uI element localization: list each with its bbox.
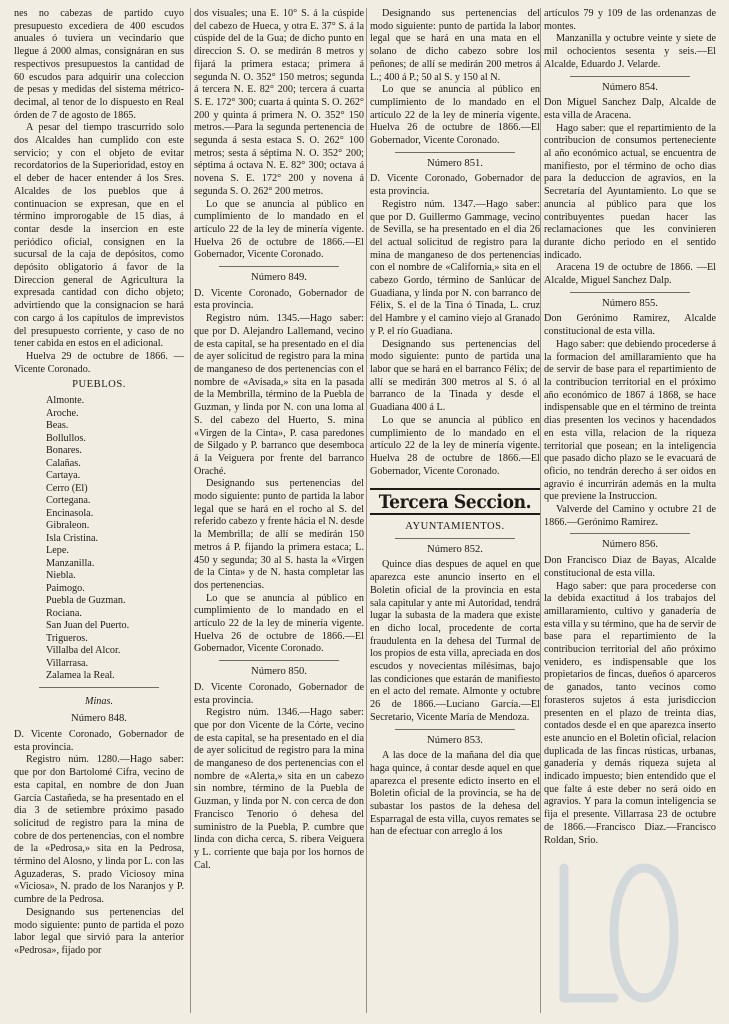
paragraph: D. Vicente Coronado, Gobernador de esta provincia. xyxy=(370,173,540,198)
list-item: Cerro (El) xyxy=(46,482,88,494)
list-item: Cortegana. xyxy=(46,495,91,507)
paragraph: Don Miguel Sanchez Dalp, Alcalde de esta villa de Aracena. xyxy=(544,97,716,121)
notice-number: Número 848. xyxy=(71,713,127,725)
minas-heading: Minas. xyxy=(84,695,113,707)
notice-number: Número 854. xyxy=(602,81,658,93)
list-item: San Juan del Puerto. xyxy=(46,620,130,632)
list-item: Zalamea la Real. xyxy=(46,670,115,682)
list-item: Beas. xyxy=(46,420,69,432)
date-signature: Huelva 29 de octubre de 1866. —Vicente Coronado. xyxy=(14,350,184,375)
divider xyxy=(219,660,339,661)
notice-number: Número 852. xyxy=(427,543,483,555)
paragraph: Designando sus pertenencias del modo siguiente: punto de partida la labor legal que se hará en el rocho al S. del referido cabezo y frente hácia el N. desde la Membrilla; de allí se medirán 150 metros á P. fijando la primera estaca; L. 450 y segunda; 30 al S. hasta la «Virgen de la Cinta» y de N. hasta completar las dos pertenencias. xyxy=(194,478,364,591)
paragraph: Valverde del Camino y octubre 21 de 1866.—Gerónimo Ramirez. xyxy=(544,504,716,528)
paragraph: Designando sus pertenencias del modo siguiente: punto de partida la labor legal que se hará en una mata en el solano de dicho cabezo sobre los peñones; de allí se medirán 200 metros á L.; 400 á P.; 50 al S. y 150 al N. xyxy=(370,8,540,83)
list-item: Trigueros. xyxy=(46,632,88,644)
divider xyxy=(395,538,515,539)
notice-number: Número 856. xyxy=(602,539,658,551)
paragraph: D. Vicente Coronado, Gobernador de esta provincia. xyxy=(14,729,184,753)
notice-number: Número 855. xyxy=(602,297,658,309)
paragraph: Lo que se anuncia al público en cumplimiento de lo mandado en el artículo 22 de la ley de minería vigente. Huelva 28 de octubre de 1866.—El Gobernador, Vicente Coronado. xyxy=(370,414,540,477)
column-1 xyxy=(14,8,184,1013)
list-item: Cartaya. xyxy=(46,470,81,482)
list-item: Almonte. xyxy=(46,395,85,407)
list-item: Encinasola. xyxy=(46,507,94,519)
paragraph: Registro núm. 1347.—Hago saber: que por D. Guillermo Gammage, vecino de Sevilla, se ha presentado en el dia 26 del actual solicitud de registro para la mina de manganeso de dos pertenencias con el nombre de «California,» sita en el cabezo Gordo, término de Sanlúcar de Guadiana, y linda por N. con barranco de Félix, S. el de la Tina ó Tinada, L. cruz del Hambre y el camino viejo al Granado y P. el río Guadiana. xyxy=(370,198,540,337)
list-item: Calañas. xyxy=(46,457,81,469)
list-item: Niebla. xyxy=(46,570,76,582)
list-item: Bonares. xyxy=(46,445,82,457)
paragraph: Aracena 19 de octubre de 1866. —El Alcalde, Miguel Sanchez Dalp. xyxy=(544,262,716,287)
paragraph: A pesar del tiempo trascurrido solo dos Alcaldes han cumplido con este servicio; y con el objeto de evitar recordatorios de la Superioridad, estoy en el deber de hacer entender á los Sres. Alcaldes de los pueblos que á continuacion se expresan, que en el término improrogable de 15 dias, á contar desde la insercion en este periódico oficial, consignen en la sucursal de la caja de depósitos, como depósito obligatorio á favor de la Direccion general de Agricultura la expresada cantidad con dicho objeto; advirtiendo que la consignacion se hará con cargo á los capítulos de imprevistos del presupuesto corriente, y caso de no tener cabida en estos en el adicional. xyxy=(14,122,184,350)
list-item: Bollullos. xyxy=(46,432,86,444)
paragraph: Quince dias despues de aquel en que aparezca este anuncio inserto en el Boletin oficial de la provincia en esta sala capitular y ante mi Autoridad, tendrá lugar la subasta de la madera que existe en dicho local, procedente de corta fraudulenta en la dehesa del Turmal de los propios de esta villa, apreciada en dos escudos y novecientas milésimas, bajo las condiciones que estarán de manifiesto en el acto del remate. Almonte y octubre 26 de 1866.—Luciano García.—El Secretario, Vicente María de Mendoza. xyxy=(370,559,540,723)
column-rule xyxy=(190,8,191,1013)
paragraph: D. Vicente Coronado, Gobernador de esta provincia. xyxy=(194,681,364,706)
divider xyxy=(570,76,690,77)
section-title: Tercera Seccion. xyxy=(378,491,532,514)
list-item: Paimogo. xyxy=(46,582,85,594)
paragraph: A las doce de la mañana del dia que haga quince, á contar desde aquel en que aparezca el presente edicto inserto en el Boletin oficial de la provincia, se ha de subastar los pastos de la dehesa del Esparragal de esta villa, cuyos remates se han de efectuar con arreglo á los xyxy=(370,750,540,838)
paragraph: Registro núm. 1280.—Hago saber: que por don Bartolomé Cifra, vecino de esta capital, en nombre de don Juan García Castañeda, se ha presentado en el dia 3 de setiembre próximo pasado solicitud de registro para la mina de cobre de dos pertenencias, con el nombre de la «Pedrosa,» sita en la Pedrosa, término del Alosno, y linda por L. con las Aguzaderas, S. prado Viciosoy mina «Viciosa», N. prado de los Naranjos y P. cumbre de la Pedrosa. xyxy=(14,754,184,906)
list-item: Isla Cristina. xyxy=(46,532,99,544)
list-item: Villarrasa. xyxy=(46,657,89,669)
newspaper-page xyxy=(14,8,721,1016)
notice-number: Número 850. xyxy=(251,666,307,678)
column-rule xyxy=(366,8,367,1013)
list-item: Villalba del Alcor. xyxy=(46,645,121,657)
paragraph: dos visuales; una E. 10° S. á la cúspide del cabezo de Hueca, y otra E. 37° S. á la cúspide del de la Gua; de dicho punto en direccion S. O. se medirán 8 metros y fijará la primera estaca; primera á segunda N. O. 352° 150 metros; segunda á tercera N. E. 82° 200; tercera á cuarta S. E. 172° 300; cuarta á quinta S. O. 262° 200 y quinta á primera N. O. 352° 150 metros.—Para la segunda pertenencia de segunda á sesta estaca S. O. 262° 100 metros; sesta á séptima N. O. 352° 200; séptima á octava N. E. 82° 300; octava á novena S. E. 172° 200 y novena á segunda S. O. 262° 200 metros. xyxy=(194,8,364,197)
ayuntamientos-heading: AYUNTAMIENTOS. xyxy=(405,521,505,533)
list-item: Rociana. xyxy=(46,607,82,619)
paragraph: artículos 79 y 109 de las ordenanzas de montes. xyxy=(544,8,716,32)
divider xyxy=(570,292,690,293)
paragraph: Manzanilla y octubre veinte y siete de mil ochocientos sesenta y seis.—El Alcalde, Eduardo J. Velarde. xyxy=(544,33,716,70)
column-3 xyxy=(370,8,540,1013)
notice-number: Número 851. xyxy=(427,157,483,169)
column-2 xyxy=(194,8,364,1013)
list-item: Gibraleon. xyxy=(46,520,90,532)
paragraph: Hago saber: que para procederse con la debida exactitud á los trabajos del amillaramiento, cultivo y ganadería de esta villa y su término, que ha de servir de base para el repartimiento de la contribucion territorial del año próximo venidero, es indispensable que los propietarios de fincas, dueños ó aparceros de ganados, tanto vecinos como forasteros sujetos á esta jurisdiccion presenten en el plazo de treinta dias, contados desde el en que aparezca inserto este anuncio en el Boletin oficial, relacion duplicada de las fincas rústicas, urbanas, ganadería y demás riqueza sujeta al indicado impuesto; bien entendido que el que falte á este deber no será oido en agravios. Y para la comun inteligencia se fija el presente. Villarrasa 23 de octubre de 1866.—Francisco Diaz.—Francisco Roldan, Srio. xyxy=(544,580,716,846)
notice-number: Número 853. xyxy=(427,734,483,746)
pueblos-heading: PUEBLOS. xyxy=(72,379,126,391)
paragraph: D. Vicente Coronado, Gobernador de esta provincia. xyxy=(194,287,364,312)
paragraph: Registro núm. 1346.—Hago saber: que por don Vicente de la Córte, vecino de esta capital, se ha presentado en el dia de ayer solicitud de registro para la mina de manganeso de dos pertenencias con el nombre de «Alerta,» sita en un cabezo sin nombre, término de la Puebla de Guzman, y linda por N. con cerca de don Francisco Tenorio ó dehesa del suministro de la Puebla, P. cumbre que linda con dicha cerca, S. ribera Veiguera y L. corriente que baja por los hornos de Cal. xyxy=(194,707,364,871)
section-banner xyxy=(370,488,540,515)
paragraph: Lo que se anuncia al público en cumplimiento de lo mandado en el artículo 22 de la ley de minería vigente. Huelva 26 de octubre de 1866.—El Gobernador, Vicente Coronado. xyxy=(194,592,364,655)
paragraph: Lo que se anuncia al público en cumplimiento de lo mandado en el artículo 22 de la ley de minería vigente. Huelva 26 de octubre de 1866.—El Gobernador, Vicente Coronado. xyxy=(194,198,364,261)
paragraph: Designando sus pertenencias del modo siguiente: punto de partida el pozo labor legal que sirvió para la anterior «Pedrosa», fijado por xyxy=(14,906,184,956)
paragraph: Don Gerónimo Ramirez, Alcalde constitucional de esta villa. xyxy=(544,313,716,338)
paragraph: Designando sus pertenencias del modo siguiente: punto de partida una labor que se hará en el barranco Félix; de allí se medirán 300 metros al S. ó al barranco de la Tinada y desde el Guadiana 400 á L. xyxy=(370,338,540,414)
list-item: Lepe. xyxy=(46,545,69,557)
paragraph: Hago saber: que el repartimiento de la contribucion de consumos perteneciente al año económico actual, se encuentra de manifiesto, por el término de ocho dias para la deduccion de agravios, en la Secretaría del Ayuntamiento. Lo que se anuncia al público para que los contribuyentes puedan hacer las reclamaciones que les convinieren durante dicho periodo en el sentido indicado. xyxy=(544,122,716,261)
list-item: Manzanilla. xyxy=(46,557,95,569)
list-item: Puebla de Guzman. xyxy=(46,595,126,607)
list-item: Aroche. xyxy=(46,407,79,419)
notice-number: Número 849. xyxy=(251,272,307,284)
column-rule xyxy=(540,8,541,1013)
pueblos-list xyxy=(46,395,184,683)
divider xyxy=(219,266,339,267)
paragraph: Registro núm. 1345.—Hago saber: que por D. Alejandro Lallemand, vecino de esta capital, se ha presentado en el dia de ayer solicitud de registro para la mina de manganeso de dos pertenencias con el nombre de «Avisada,» sita en la pasada de la Membrilla, término de la Puebla de Guzman, y linda por N. con una loma al S. del cabezo del Huerto, S. mina «Virgen de la Cinta», P. casa paredones de Silgado y P. barranco que desemboca á la Veiguera por frente del barranco Oraché. xyxy=(194,313,364,477)
divider xyxy=(395,729,515,730)
divider xyxy=(570,533,690,534)
column-4 xyxy=(544,8,716,1013)
divider xyxy=(395,152,515,153)
divider xyxy=(39,687,159,688)
paragraph: nes no cabezas de partido cuyo presupuesto excediera de 400 escudos anuales ó tuviera un vecindario que llegue á 2000 almas, consignáran en sus respectivos presupuestos la cantidad de 60 escudos para adquirir una coleccion de pesas y medidas del sistema métrico-decimal, al tenor de lo dispuesto en Real órden de 7 de agosto de 1865. xyxy=(14,8,184,121)
paragraph: Lo que se anuncia al público en cumplimiento de lo mandado en el artículo 22 de la ley de minería vigente. Huelva 26 de octubre de 1866.—El Gobernador, Vicente Coronado. xyxy=(370,84,540,147)
paragraph: Don Francisco Diaz de Bayas, Alcalde constitucional de esta villa. xyxy=(544,555,716,579)
paragraph: Hago saber: que debiendo procederse á la formacion del amillaramiento que ha de servir de base para el repartimiento de la contribucion territorial en el próximo año económico de 1867 á 1868, se hace indispensable que en el término de treinta dias presenten los vecinos y hacendados en esta villa, relacion de la riqueza territorial que posean; en la inteligencia que pasado dicho plazo se le evacuará de oficio, no tendrán derecho á ser oidos en agravio é incurrirán además en la multa que previene la Instruccion. xyxy=(544,338,716,503)
